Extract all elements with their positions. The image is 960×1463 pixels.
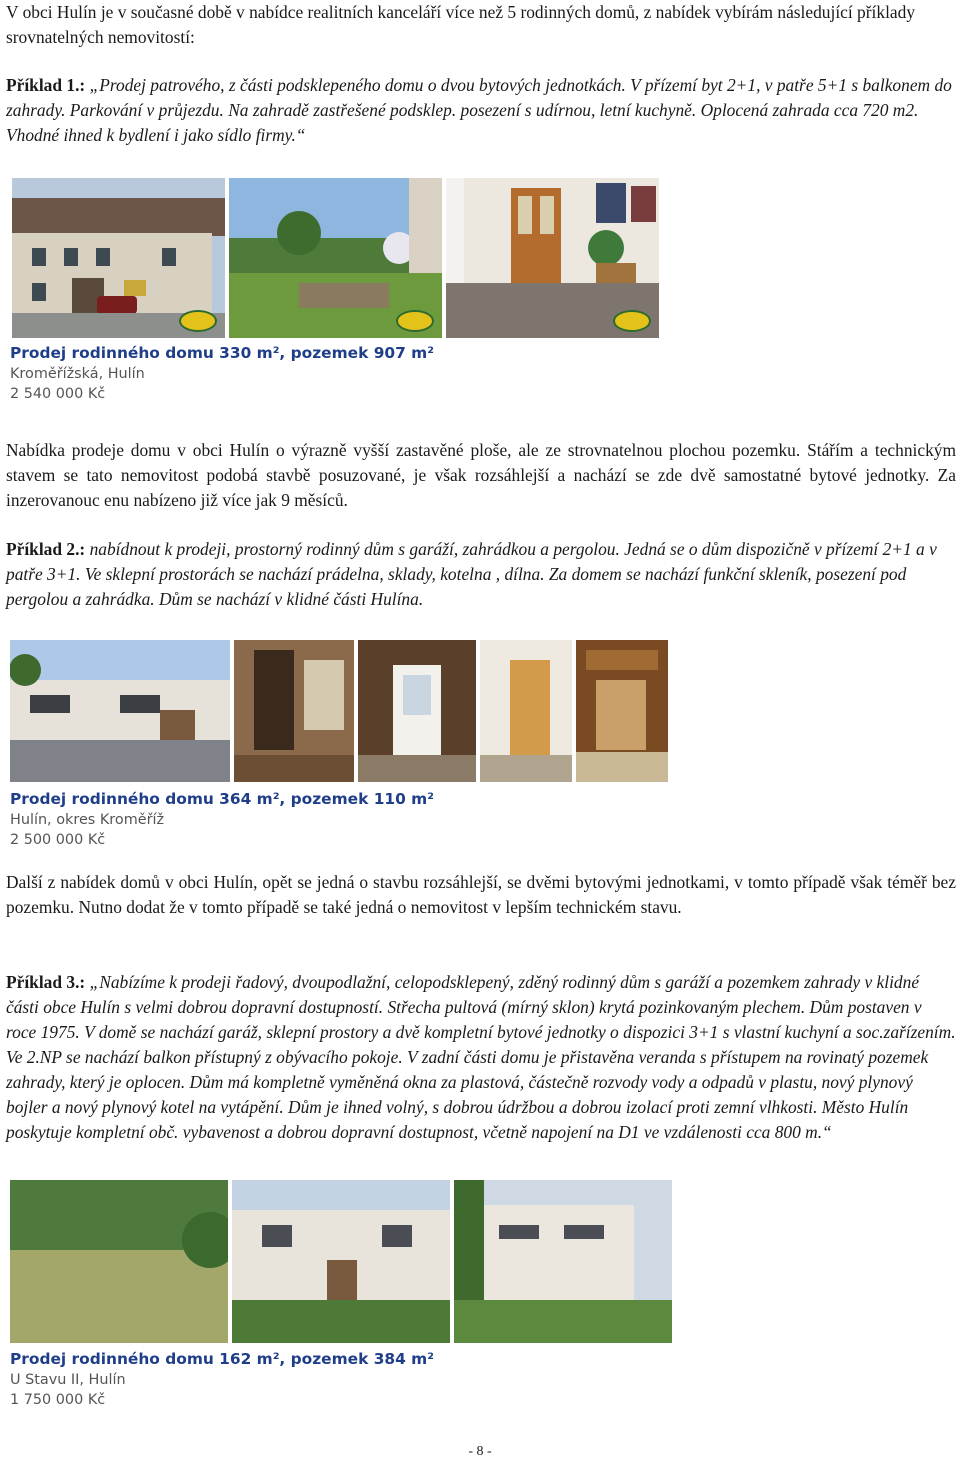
- listing-title: Prodej rodinného domu 162 m², pozemek 384 m²: [10, 1350, 434, 1368]
- hallway-photo: [446, 178, 659, 338]
- listing-price: 2 540 000 Kč: [10, 386, 106, 402]
- example-2-listing-caption: [10, 789, 434, 850]
- example-1-paragraph: [6, 73, 956, 148]
- agency-logo-badge: [179, 310, 217, 332]
- intro-paragraph: V obci Hulín je v současné době v nabídce realitních kanceláří více než 5 rodinných domů, z nabídek vybírám následující příklady srovnatelných nemovitostí:: [6, 2, 916, 47]
- listing-price: 2 500 000 Kč: [10, 832, 106, 848]
- page-number: - 8 -: [468, 1444, 492, 1459]
- example-2-comment: Další z nabídek domů v obci Hulín, opět se jedná o stavbu rozsáhlejší, se dvěmi bytovými jednotkami, v tomto případě však téměř bez pozemku. Nutno dodat že v tomto případě se také jedná o nemovitost v lepším technickém stavu.: [6, 872, 956, 917]
- example-3-listing-caption: [10, 1349, 434, 1410]
- interior-photo: [234, 640, 354, 782]
- example-3-text: „Nabízíme k prodeji řadový, dvoupodlažní, celopodsklepený, zděný rodinný dům s garáží a pozemkem zahrady v klidné části obce Hulín s velmi dobrou dopravní dostupností. Střecha pultová (mírný sklon) krytá pozinkovaným plechem. Dům postaven v roce 1975. V domě se nachází garáž, sklepní prostory a dvě kompletní bytové jednotky o dispozici 3+1 s vlastní kuchyní a soc.zařízením. Ve 2.NP se nachází balkon přístupný z obývacího pokoje. V zadní části domu je přistavěna veranda s přístupem na rovinatý pozemek zahrady, který je oplocen. Dům má kompletně vyměněná okna za plastová, částečně rozvody vody a odpadů v plastu, nový plynový bojler a nový plynový kotel na vytápění. Dům je ihned volný, s dobrou údržbou a dobrou izolací proti zemní vlhkosti. Město Hulín poskytuje kompletní obč. vybavenost a dobrou dopravní dostupnost, včetně napojení na D1 ve vzdálenosti cca 800 m.“: [6, 972, 956, 1142]
- example-3-label: Příklad 3.:: [6, 972, 86, 992]
- listing-address: Kroměřížská, Hulín: [10, 366, 145, 382]
- example-2-text: nabídnout k prodeji, prostorný rodinný dům s garáží, zahrádkou a pergolou. Jedná se o dům dispozičně v přízemí 2+1 a v patře 3+1. Ve sklepní prostorách se nachází prádelna, sklady, kotelna , dílna. Za domem se nachází funkční skleník, posezení pod pergolou a zahrádka. Dům se nachází v klidné části Hulína.: [6, 539, 937, 609]
- example-2-label: Příklad 2.:: [6, 539, 86, 559]
- listing-price: 1 750 000 Kč: [10, 1392, 106, 1408]
- listing-address: U Stavu II, Hulín: [10, 1372, 126, 1388]
- house-exterior-photo: [12, 178, 225, 338]
- example-1-listing-caption: [10, 343, 434, 404]
- example-1-text: „Prodej patrového, z části podsklepeného domu o dvou bytových jednotkách. V přízemí byt 2+1, v patře 5+1 s balkonem do zahrady. Parkování v průjezdu. Na zahradě zastřešené podsklep. posezení s udírnou, letní kuchyně. Oplocená zahrada cca 720 m2. Vhodné ihned k bydlení i jako sídlo firmy.“: [6, 75, 952, 145]
- staircase-photo: [576, 640, 668, 782]
- agency-logo-badge: [396, 310, 434, 332]
- garden-photo: [10, 1180, 228, 1343]
- listing-title: Prodej rodinného domu 364 m², pozemek 110 m²: [10, 790, 434, 808]
- example-1-photo-strip: [12, 178, 659, 338]
- garden-photo: [229, 178, 442, 338]
- entrance-door-photo: [358, 640, 476, 782]
- example-3-paragraph: [6, 970, 956, 1145]
- example-3-photo-strip: [10, 1180, 672, 1343]
- example-2-paragraph: [6, 537, 956, 612]
- example-2-photo-strip: [10, 640, 668, 782]
- example-1-comment: Nabídka prodeje domu v obci Hulín o výrazně vyšší zastavěné ploše, ale ze strovnatelnou plochou pozemku. Stářím a technickým stavem se tato nemovitost podobá stavbě posuzované, je však rozsáhlejší a nachází se zde dvě samostatné bytové jednotky. Za inzerovanouc enu nabízeno již více jak 9 měsíců.: [6, 440, 956, 510]
- house-exterior-photo: [232, 1180, 450, 1343]
- listing-title: Prodej rodinného domu 330 m², pozemek 907 m²: [10, 344, 434, 362]
- corridor-photo: [480, 640, 572, 782]
- example-1-label: Příklad 1.:: [6, 75, 86, 95]
- agency-logo-badge: [613, 310, 651, 332]
- listing-address: Hulín, okres Kroměříž: [10, 812, 165, 828]
- house-exterior-photo: [10, 640, 230, 782]
- house-exterior-photo: [454, 1180, 672, 1343]
